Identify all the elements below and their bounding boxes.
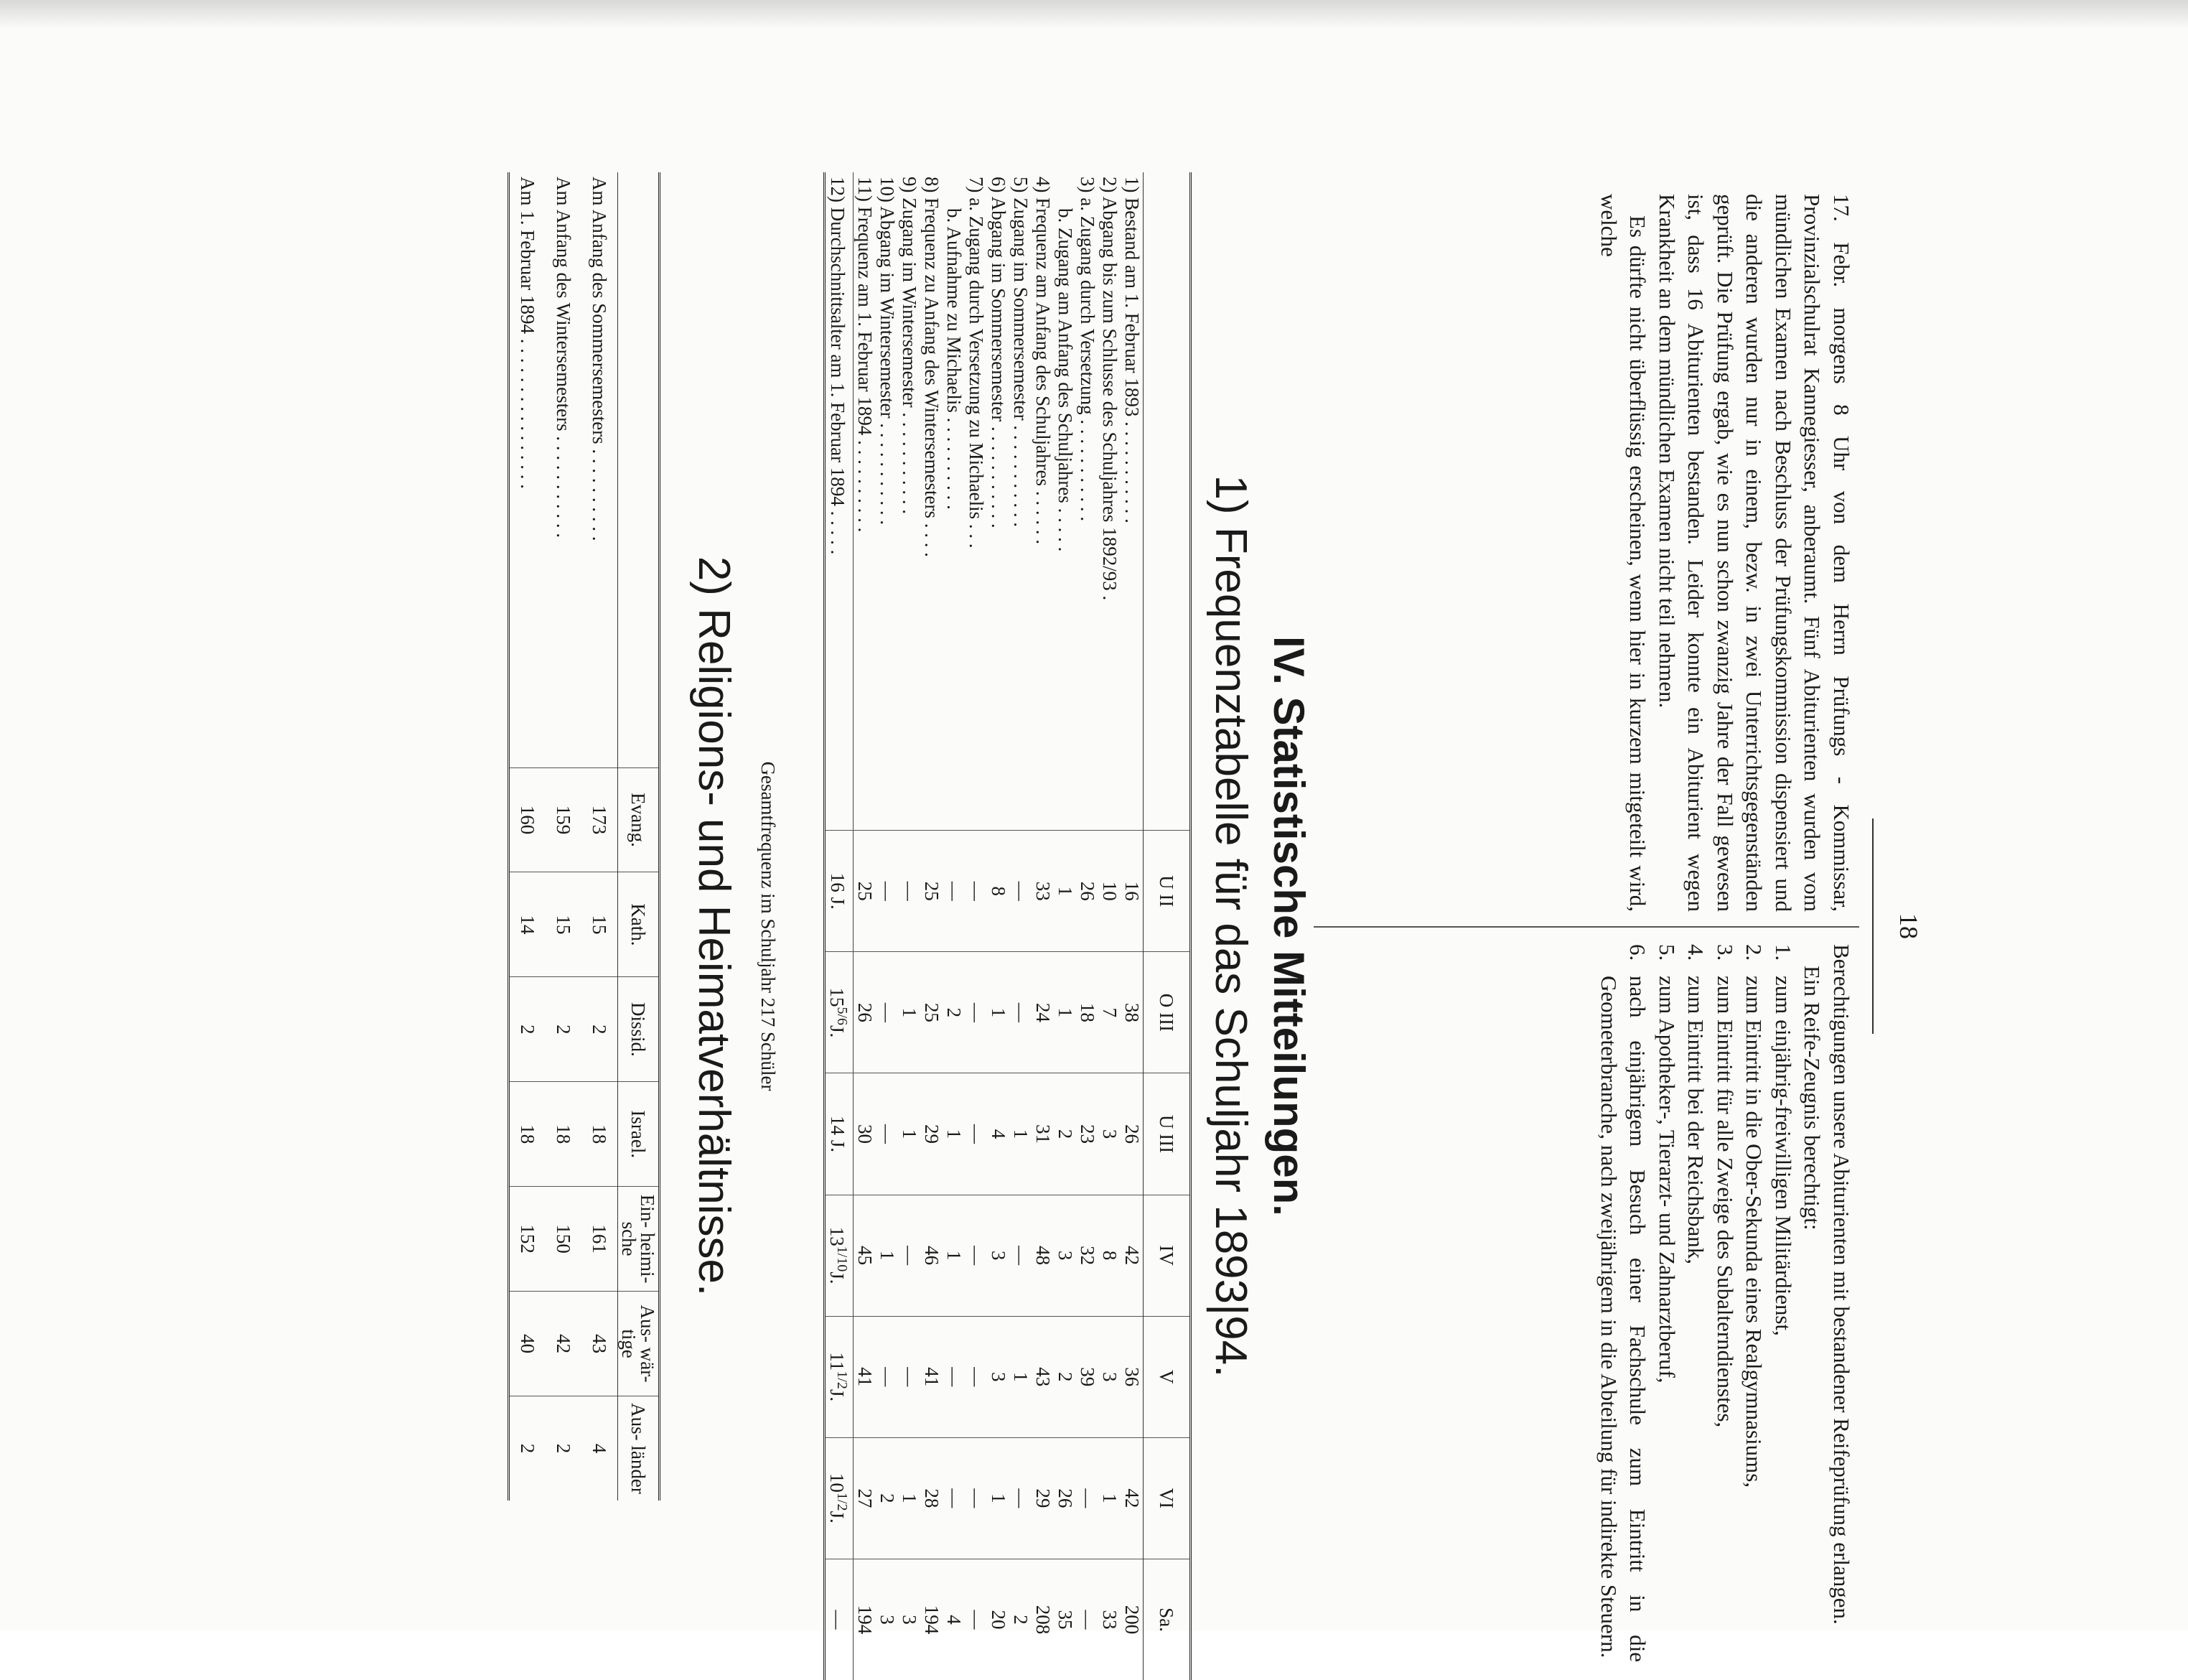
table-cell: 18	[1076, 952, 1098, 1073]
header-cell: V	[1144, 1316, 1191, 1437]
table-cell: 3	[987, 1316, 1009, 1437]
table-cell: 41	[920, 1316, 943, 1437]
table-row	[898, 172, 920, 1680]
table-cell: 15	[581, 872, 618, 977]
table-cell: 2	[1054, 1316, 1076, 1437]
header-cell: Aus- länder	[618, 1396, 660, 1501]
table-cell: 39	[1076, 1316, 1098, 1437]
frequency-table-body	[825, 172, 1144, 1680]
table-cell: 150	[546, 1187, 581, 1292]
table-header-row	[618, 172, 660, 1501]
row-label: 8) Frequenz zu Anfang des Wintersemesters . . . .	[921, 177, 943, 558]
header-cell: U II	[1144, 831, 1191, 952]
row-label: b. Zugang am Anfang des Schuljahres . . . . .	[1055, 208, 1076, 552]
table-cell: 18	[509, 1082, 546, 1187]
table-cell: 3	[987, 1195, 1009, 1316]
table-cell: 2	[943, 952, 965, 1073]
table-cell: —	[1009, 831, 1032, 952]
table-cell: 2	[1009, 1559, 1032, 1680]
table-cell: 8	[1098, 1195, 1121, 1316]
table-cell: 26	[854, 952, 876, 1073]
row-label: 7) a. Zugang durch Versetzung zu Michaelis . . .	[966, 177, 987, 549]
age-main: 14 J.	[827, 1116, 849, 1153]
table-cell: —	[965, 1316, 987, 1437]
table-cell: —	[1076, 1559, 1098, 1680]
table-cell: 152	[509, 1187, 546, 1292]
table-cell: 2	[1054, 1073, 1076, 1195]
table-cell: 18	[546, 1082, 581, 1187]
table-cell: 2	[509, 1396, 546, 1501]
table-cell: 48	[1032, 1195, 1054, 1316]
header-cell: Sa.	[1144, 1559, 1191, 1680]
table-cell: 2	[546, 977, 581, 1082]
table-cell: —	[965, 831, 987, 952]
table-cell: 26	[1054, 1437, 1076, 1559]
table-cell: 32	[1076, 1195, 1098, 1316]
table-cell: 3	[1098, 1073, 1121, 1195]
paragraph: 17. Febr. morgens 8 Uhr von dem Herrn Prüfungs - Kommissar, Provinzialschulrat Kannegiesser, anberaumt. Fünf Abiturienten wurden vom mündlichen Examen nach Beschluss der Prüfungskommission dispensiert und die anderen wurden nur in einem, bezw. in zwei Unterrichtsgegenständen geprüft. Die Prüfung ergab, wie es nun schon zwanzig Jahre der Fall gewesen ist, dass 16 Abiturienten bestanden. Leider konnte ein Abiturient wegen Krankheit an dem mündlichen Examen nicht teil nehmen.	[1655, 194, 1854, 912]
table-cell: 1	[987, 1437, 1009, 1559]
table-cell: 3	[1054, 1195, 1076, 1316]
table-cell: 24	[1032, 952, 1054, 1073]
row-label: 1) Bestand am 1. Februar 1893 . . . . . . . . . . .	[1121, 177, 1143, 523]
paragraph: Ein Reife-Zeugnis berechtigt:	[1800, 966, 1825, 1231]
table-cell: —	[1009, 952, 1032, 1073]
header-cell: Israel.	[618, 1082, 660, 1187]
table-cell: —	[898, 831, 920, 952]
table-cell	[825, 1316, 854, 1437]
column-divider	[1314, 926, 1859, 928]
table-row	[854, 172, 876, 1680]
row-label: 3) a. Zugang durch Versetzung . . . . . . . . . . .	[1077, 177, 1098, 522]
table-cell: 18	[581, 1082, 618, 1187]
table-cell: —	[876, 831, 898, 952]
table-cell: —	[876, 1073, 898, 1195]
age-main: —	[827, 1610, 849, 1630]
table-cell: 2	[509, 977, 546, 1082]
table-cell: —	[943, 831, 965, 952]
age-suffix: J.	[826, 1025, 848, 1038]
table-cell: 1	[943, 1073, 965, 1195]
table-cell	[825, 831, 854, 952]
header-rule	[1872, 818, 1874, 1034]
table-cell: —	[898, 1316, 920, 1437]
table-cell	[825, 1195, 854, 1316]
table-cell: 161	[581, 1187, 618, 1292]
table-cell: 1	[1054, 952, 1076, 1073]
header-cell: U III	[1144, 1073, 1191, 1195]
paragraph: Es dürfte nicht überflüssig erscheinen, wenn hier in kurzem mitgeteilt wird, welche	[1596, 194, 1651, 912]
table-cell: 1	[1009, 1073, 1032, 1195]
table-cell: 46	[920, 1195, 943, 1316]
table-row	[920, 172, 943, 1680]
table-cell: 42	[1121, 1195, 1144, 1316]
age-fraction: 1/10	[834, 1246, 850, 1272]
scan-edge-shadow	[0, 0, 2188, 29]
table-cell: —	[965, 1559, 987, 1680]
header-cell: Evang.	[618, 767, 660, 872]
row-label: 5) Zugang im Sommersemester . . . . . . . . . . .	[1010, 177, 1032, 528]
table-cell: —	[898, 1195, 920, 1316]
table-cell	[825, 1437, 854, 1559]
religion-table	[508, 172, 660, 1501]
table-cell: —	[965, 1437, 987, 1559]
list-item: 6. nach einjährigem Besuch einer Fachschule zum Eintritt in die Geometerbranche, nach zweijährigem in die Abteilung für indirekte Steuern.	[1596, 944, 1651, 1662]
table-row	[943, 172, 965, 1680]
table-cell: 40	[509, 1292, 546, 1396]
row-label: 12) Durchschnittsalter am 1. Februar 1894 . . . . .	[825, 172, 854, 831]
table-row	[1121, 172, 1144, 1680]
table-cell: 20	[987, 1559, 1009, 1680]
table-cell: 8	[987, 831, 1009, 952]
table-cell: 25	[920, 831, 943, 952]
table-row	[1098, 172, 1121, 1680]
table-cell: 194	[920, 1559, 943, 1680]
table-cell	[825, 1073, 854, 1195]
list-item: 2. zum Eintritt in die Ober-Sekunda eines Realgymnasiums,	[1741, 944, 1767, 1488]
table-cell: 2	[581, 977, 618, 1082]
table-cell: 1	[898, 952, 920, 1073]
section-title: IV. Statistische Mitteilungen.	[1265, 636, 1313, 1216]
table-cell: 41	[854, 1316, 876, 1437]
row-label: b. Aufnahme zu Michaelis . . . . . . . . . .	[943, 208, 965, 510]
table-cell: 42	[546, 1292, 581, 1396]
age-main: 11	[826, 1352, 848, 1371]
header-cell	[618, 172, 660, 767]
table-cell: 1	[943, 1195, 965, 1316]
table-cell: 29	[920, 1073, 943, 1195]
table-cell: 194	[854, 1559, 876, 1680]
table-cell: —	[965, 1195, 987, 1316]
row-label: 6) Abgang im Sommersemester . . . . . . . . . . .	[988, 177, 1009, 528]
row-label: Am Anfang des Sommersemesters . . . . . . . . . .	[589, 177, 611, 541]
table-cell: 43	[1032, 1316, 1054, 1437]
table-row	[965, 172, 987, 1680]
header-cell: Ein- heimi- sche	[618, 1187, 660, 1292]
row-label: 2) Abgang bis zum Schlusse des Schuljahres 1892/93 .	[1099, 177, 1121, 601]
list-item: 1. zum einjährig-freiwilligen Militärdienst,	[1771, 944, 1796, 1336]
table-row	[1076, 172, 1098, 1680]
table2-title: 2) Religions- und Heimatverhältnisse.	[689, 556, 739, 1297]
table-cell: 38	[1121, 952, 1144, 1073]
table-cell: 42	[1121, 1437, 1144, 1559]
right-text-column	[1594, 944, 1856, 1662]
table-cell: —	[965, 952, 987, 1073]
age-main: 13	[826, 1226, 848, 1246]
header-cell: Aus- wär- tige	[618, 1292, 660, 1396]
table-cell: 3	[898, 1559, 920, 1680]
table-cell: 15	[546, 872, 581, 977]
total-frequency-note: Gesamtfrequenz im Schuljahr 217 Schüler	[757, 761, 779, 1091]
list-item: 5. zum Apotheker-, Tierarzt- und Zahnarztberuf,	[1655, 944, 1680, 1383]
row-label: 9) Zugang im Wintersemester . . . . . . . . . . .	[899, 177, 920, 515]
table-cell: 33	[1032, 831, 1054, 952]
table-cell: 10	[1098, 831, 1121, 952]
table-cell: 4	[987, 1073, 1009, 1195]
header-cell: Kath.	[618, 872, 660, 977]
table-cell: —	[1009, 1437, 1032, 1559]
age-suffix: J.	[826, 1271, 848, 1284]
table-cell: 1	[876, 1195, 898, 1316]
table-cell: 1	[987, 952, 1009, 1073]
table-cell: 26	[1076, 831, 1098, 952]
table-cell: 28	[920, 1437, 943, 1559]
rotated-document-page	[7, 172, 1945, 1680]
table-cell: 45	[854, 1195, 876, 1316]
table-row	[1054, 172, 1076, 1680]
header-cell: IV	[1144, 1195, 1191, 1316]
paragraph: Berechtigungen unsere Abiturienten mit bestandener Reifeprüfung erlangen.	[1829, 944, 1854, 1625]
table-cell: 7	[1098, 952, 1121, 1073]
table-cell: 2	[876, 1437, 898, 1559]
table-cell: 25	[920, 952, 943, 1073]
table-cell: 159	[546, 767, 581, 872]
table-cell: 25	[854, 831, 876, 952]
table-cell: 35	[1054, 1559, 1076, 1680]
age-suffix: J.	[826, 1511, 848, 1523]
table-row	[1009, 172, 1032, 1680]
table-cell: 208	[1032, 1559, 1054, 1680]
row-label: 4) Frequenz am Anfang des Schuljahres . . . . . .	[1032, 177, 1054, 545]
table-cell: 2	[546, 1396, 581, 1501]
table-cell: 23	[1076, 1073, 1098, 1195]
table1-title: 1) Frequenztabelle für das Schuljahr 1893|94.	[1206, 475, 1256, 1378]
table-row	[546, 172, 581, 1501]
table-cell: 4	[581, 1396, 618, 1501]
table-cell: —	[1076, 1437, 1098, 1559]
table-cell: 31	[1032, 1073, 1054, 1195]
table-cell: 1	[898, 1073, 920, 1195]
table-cell: —	[1009, 1195, 1032, 1316]
table-cell: 30	[854, 1073, 876, 1195]
row-label: Am 1. Februar 1894 . . . . . . . . . . . . . . . .	[517, 177, 539, 489]
list-item: 4. zum Eintritt bei der Reichsbank,	[1683, 944, 1709, 1265]
age-main: 16 J.	[827, 872, 849, 910]
table-cell: 1	[1054, 831, 1076, 952]
table-cell: 14	[509, 872, 546, 977]
table-cell	[825, 952, 854, 1073]
age-fraction: 1/2	[834, 1371, 850, 1389]
table-cell: 3	[1098, 1316, 1121, 1437]
list-item: 3. zum Eintritt für alle Zweige des Subalterndienstes,	[1713, 944, 1738, 1428]
table-cell: 29	[1032, 1437, 1054, 1559]
header-cell	[1144, 172, 1191, 831]
table-row	[509, 172, 546, 1501]
age-fraction: 1/2	[834, 1492, 850, 1511]
table-cell: 36	[1121, 1316, 1144, 1437]
table-cell: 43	[581, 1292, 618, 1396]
age-main: 10	[826, 1473, 848, 1493]
table-cell: 26	[1121, 1073, 1144, 1195]
table-cell: 1	[898, 1437, 920, 1559]
header-cell: Dissid.	[618, 977, 660, 1082]
table-row-average-age	[825, 172, 854, 1680]
table-cell: —	[943, 1437, 965, 1559]
table-cell: —	[965, 1073, 987, 1195]
table-cell: 4	[943, 1559, 965, 1680]
table-cell: 160	[509, 767, 546, 872]
table-cell: 173	[581, 767, 618, 872]
table-cell: 1	[1009, 1316, 1032, 1437]
table-cell: 3	[876, 1559, 898, 1680]
header-cell: VI	[1144, 1437, 1191, 1559]
left-text-column	[1594, 194, 1856, 912]
table-cell: 27	[854, 1437, 876, 1559]
table-row	[581, 172, 618, 1501]
header-cell: O III	[1144, 952, 1191, 1073]
religion-table-body	[509, 172, 618, 1501]
table-cell: —	[943, 1316, 965, 1437]
table-cell: —	[876, 1316, 898, 1437]
table-cell: 200	[1121, 1559, 1144, 1680]
row-label: 11) Frequenz am 1. Februar 1894 . . . . . . . . . .	[854, 177, 876, 533]
table-cell: 33	[1098, 1559, 1121, 1680]
age-fraction: 5/6	[834, 1007, 850, 1026]
table-cell	[825, 1559, 854, 1680]
age-main: 15	[826, 987, 848, 1007]
table-cell: —	[876, 952, 898, 1073]
table-cell: 1	[1098, 1437, 1121, 1559]
row-label: 10) Abgang im Wintersemester . . . . . . . . . . .	[876, 177, 898, 526]
table-row	[1032, 172, 1054, 1680]
table-header-row	[1144, 172, 1191, 1680]
frequency-table	[823, 172, 1192, 1680]
table-row	[987, 172, 1009, 1680]
age-suffix: J.	[826, 1389, 848, 1402]
row-label: Am Anfang des Wintersemesters . . . . . . . . . . .	[553, 177, 575, 538]
table-row	[876, 172, 898, 1680]
page-number: 18	[1894, 913, 1923, 939]
table-cell: 16	[1121, 831, 1144, 952]
